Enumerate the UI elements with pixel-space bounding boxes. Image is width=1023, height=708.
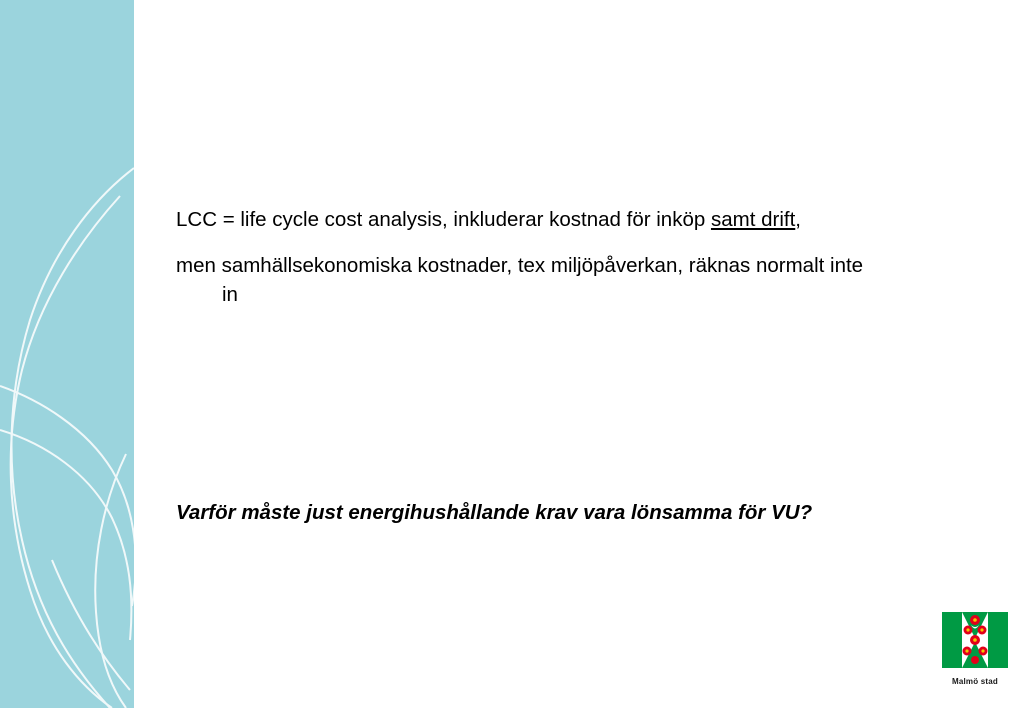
paragraph-lcc xyxy=(176,205,876,234)
slide-body xyxy=(176,205,876,309)
paragraph-lcc-line1: LCC = life cycle cost analysis, inkluderar kostnad för inköp xyxy=(176,208,706,231)
decorative-side-band xyxy=(0,0,134,708)
malmo-stad-logo xyxy=(938,608,1012,686)
paragraph-lcc-underlined: samt drift xyxy=(710,208,796,231)
paragraph-social-costs: men samhällsekonomiska kostnader, tex miljöpåverkan, räknas normalt inte in xyxy=(176,254,864,306)
logo-mark-icon xyxy=(938,608,1012,674)
decorative-curves xyxy=(0,0,134,708)
logo-caption: Malmö stad xyxy=(951,677,998,686)
question-text: Varför måste just energihushållande krav vara lönsamma för VU? xyxy=(176,501,813,524)
paragraph-lcc-tail: , xyxy=(795,208,801,231)
